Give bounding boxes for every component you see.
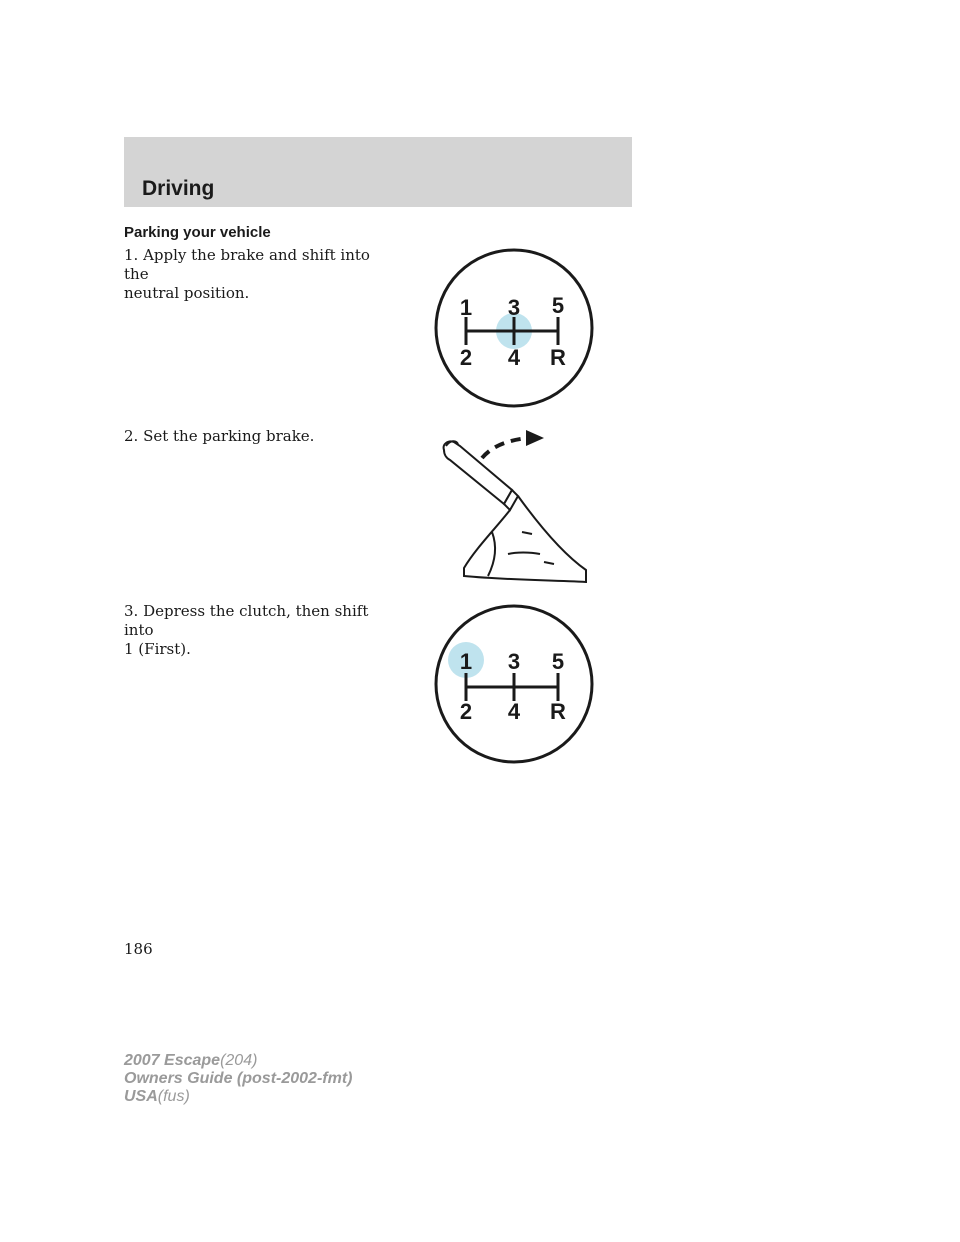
step-2-text [124, 427, 394, 446]
step-1-text [124, 246, 394, 303]
gear-label-1: 1 [459, 295, 473, 320]
parking-brake-figure [436, 428, 592, 588]
gear-label-r: R [550, 699, 566, 724]
step-1-line-1: 1. Apply the brake and shift into the [124, 246, 370, 283]
step-3-text [124, 602, 394, 659]
step-2-line-1: 2. Set the parking brake. [124, 427, 315, 445]
footer-market: USA [124, 1088, 158, 1105]
gear-label-1: 1 [459, 649, 473, 674]
gear-label-5: 5 [551, 649, 565, 674]
brake-lever-drawing [444, 441, 586, 582]
step-3-line-1: 3. Depress the clutch, then shift into [124, 602, 369, 639]
shift-pattern-neutral-figure [432, 247, 596, 409]
gear-label-r: R [550, 345, 566, 370]
section-title: Driving [142, 177, 215, 200]
gear-label-5: 5 [551, 293, 565, 318]
gear-label-4: 4 [507, 699, 521, 724]
shift-pattern-first-figure [432, 603, 596, 765]
footer-market-code: (fus) [157, 1088, 190, 1105]
page-number: 186 [124, 940, 153, 958]
step-3-line-2: 1 (First). [124, 640, 191, 658]
gear-label-2: 2 [459, 345, 473, 370]
footer-guide: Owners Guide (post-2002-fmt) [124, 1070, 353, 1087]
gear-label-2: 2 [459, 699, 473, 724]
gear-label-3: 3 [507, 649, 521, 674]
step-1-line-2: neutral position. [124, 284, 250, 302]
pull-arrow [482, 430, 544, 458]
section-header-band [124, 137, 632, 207]
document-footer [124, 1052, 352, 1106]
gear-label-4: 4 [507, 345, 521, 370]
gear-label-3: 3 [507, 295, 521, 320]
footer-model: 2007 Escape [124, 1052, 221, 1069]
footer-model-code: (204) [220, 1052, 258, 1069]
section-heading: Parking your vehicle [124, 224, 271, 241]
